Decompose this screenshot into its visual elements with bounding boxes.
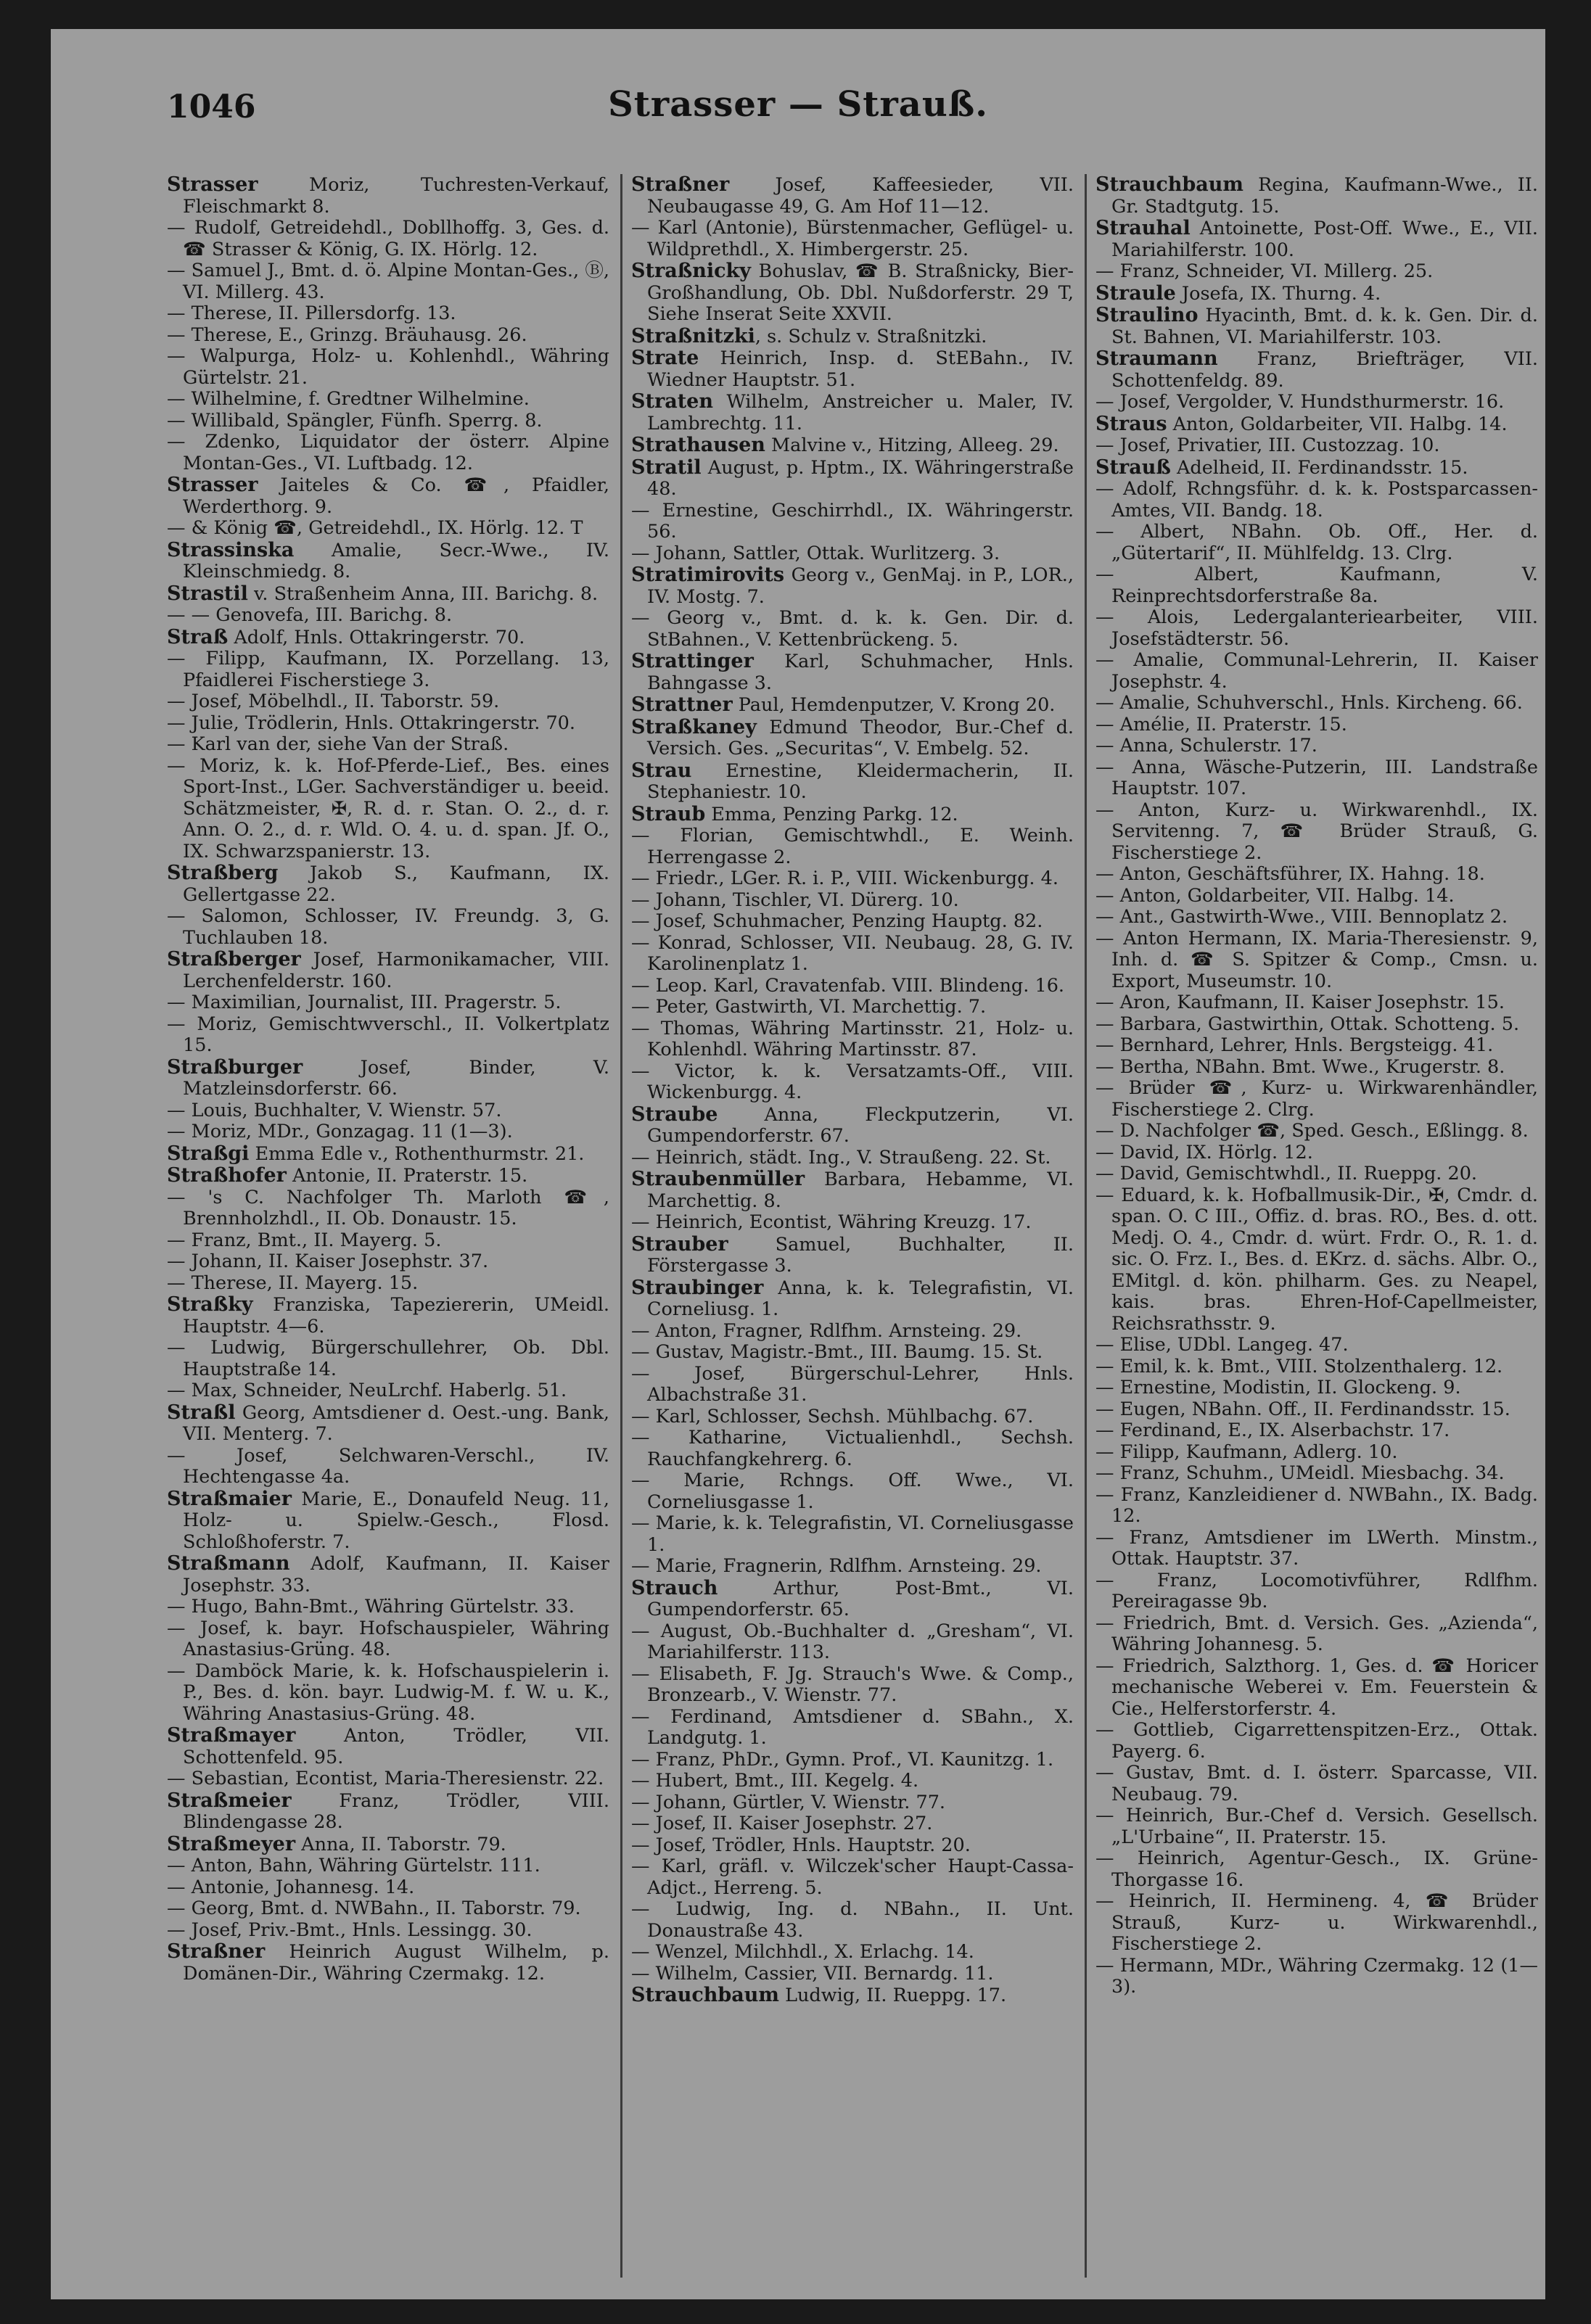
directory-entry: — Amalie, Communal-Lehrerin, II. Kaiser Josephstr. 4.	[1095, 649, 1538, 693]
directory-entry: Straßmayer Anton, Trödler, VII. Schottenfeld. 95.	[167, 1724, 609, 1768]
directory-entry: — Karl (Antonie), Bürstenmacher, Geflügel- u. Wildprethdl., X. Himbergerstr. 25.	[631, 217, 1074, 260]
directory-entry: — Karl, gräfl. v. Wilczek'scher Haupt-Cassa-Adjct., Herreng. 5.	[631, 1855, 1074, 1899]
directory-entry: — Marie, Fragnerin, Rdlfhm. Arnsteing. 29.	[631, 1555, 1042, 1577]
directory-entry: Straßberg Jakob S., Kaufmann, IX. Gellertgasse 22.	[167, 862, 609, 906]
directory-entry: Straub Emma, Penzing Parkg. 12.	[631, 802, 958, 825]
directory-entry: — Anton, Fragner, Rdlfhm. Arnsteing. 29.	[631, 1319, 1022, 1342]
directory-entry: — Maximilian, Journalist, III. Pragerstr. 5.	[167, 992, 562, 1013]
directory-entry: — Friedrich, Salzthorg. 1, Ges. d. ☎ Horicer mechanische Weberei v. Em. Feuerstein & Cie., Helferstorferstr. 4.	[1095, 1655, 1538, 1720]
directory-entry: — D. Nachfolger ☎, Sped. Gesch., Eßlingg. 8.	[1095, 1120, 1529, 1142]
directory-entry: — Franz, PhDr., Gymn. Prof., VI. Kaunitzg. 1.	[631, 1748, 1054, 1771]
directory-entry: Straubenmüller Barbara, Hebamme, VI. Marchettig. 8.	[631, 1168, 1074, 1212]
directory-entry: — & König ☎, Getreidehdl., IX. Hörlg. 12. T	[167, 517, 583, 539]
directory-entry: — Josef, Selchwaren-Verschl., IV. Hechtengasse 4a.	[167, 1444, 609, 1488]
directory-entry: — Barbara, Gastwirthin, Ottak. Schotteng. 5.	[1095, 1013, 1520, 1035]
directory-entry: — Wilhelmine, f. Gredtner Wilhelmine.	[167, 388, 530, 410]
directory-entry: — Karl van der, siehe Van der Straß.	[167, 733, 509, 755]
directory-entry: Straten Wilhelm, Anstreicher u. Maler, IV. Lambrechtg. 11.	[631, 390, 1074, 434]
directory-entry: — Aron, Kaufmann, II. Kaiser Josephstr. 15.	[1095, 992, 1505, 1013]
directory-entry: — Alois, Ledergalanteriearbeiter, VIII. Josefstädterstr. 56.	[1095, 606, 1538, 650]
directory-entry: — Hubert, Bmt., III. Kegelg. 4.	[631, 1770, 919, 1792]
directory-entry: Straßmaier Marie, E., Donaufeld Neug. 11, Holz- u. Spielw.-Gesch., Flosd. Schloßhoferstr. 7.	[167, 1487, 609, 1553]
directory-entry: Straßner Josef, Kaffeesieder, VII. Neubaugasse 49, G. Am Hof 11—12.	[631, 174, 1074, 218]
directory-entry: — Bernhard, Lehrer, Hnls. Bergsteigg. 41.	[1095, 1034, 1494, 1056]
directory-entry: — Ernestine, Geschirrhdl., IX. Währingerstr. 56.	[631, 499, 1074, 543]
directory-entry: Strauhal Antoinette, Post-Off. Wwe., E., VII. Mariahilferstr. 100.	[1095, 217, 1538, 261]
directory-entry: Strauchbaum Regina, Kaufmann-Wwe., II. Gr. Stadtgutg. 15.	[1095, 174, 1538, 218]
directory-entry: — Wilhelm, Cassier, VII. Bernardg. 11.	[631, 1962, 994, 1985]
directory-entry: — Therese, E., Grinzg. Bräuhausg. 26.	[167, 324, 527, 346]
directory-entry: Straßhofer Antonie, II. Praterstr. 15.	[167, 1164, 528, 1187]
directory-entry: — Rudolf, Getreidehdl., Dobllhoffg. 3, Ges. d. ☎ Strasser & König, G. IX. Hörlg. 12.	[167, 217, 609, 260]
directory-entry: — Bertha, NBahn. Bmt. Wwe., Krugerstr. 8.	[1095, 1055, 1505, 1078]
directory-entry: — Josef, Priv.-Bmt., Hnls. Lessingg. 30.	[167, 1919, 533, 1941]
directory-entry: Straßl Georg, Amtsdiener d. Oest.-ung. Bank, VII. Menterg. 7.	[167, 1401, 609, 1445]
directory-entry: — Friedrich, Bmt. d. Versich. Ges. „Azienda“, Währing Johannesg. 5.	[1095, 1612, 1538, 1655]
directory-entry: — August, Ob.-Buchhalter d. „Gresham“, VI. Mariahilferstr. 113.	[631, 1620, 1074, 1663]
directory-entry: — Friedr., LGer. R. i. P., VIII. Wickenburgg. 4.	[631, 868, 1058, 889]
running-title: Strasser — Strauß.	[608, 84, 988, 125]
directory-entry: Straßburger Josef, Binder, V. Matzleinsdorferstr. 66.	[167, 1055, 609, 1100]
directory-entry: — Filipp, Kaufmann, Adlerg. 10.	[1095, 1441, 1398, 1463]
directory-entry: Straßnicky Bohuslav, ☎ B. Straßnicky, Bier-Großhandlung, Ob. Dbl. Nußdorferstr. 29 T, Siehe Inserat Seite XXVII.	[631, 260, 1074, 325]
directory-entry: — Franz, Locomotivführer, Rdlfhm. Pereiragasse 9b.	[1095, 1569, 1538, 1612]
directory-entry: Strasser Moriz, Tuchresten-Verkauf, Fleischmarkt 8.	[167, 174, 609, 218]
directory-entry: — Moriz, Gemischtwverschl., II. Volkertplatz 15.	[167, 1013, 609, 1056]
directory-entry: Straube Anna, Fleckputzerin, VI. Gumpendorferstr. 67.	[631, 1103, 1074, 1147]
directory-entry: — Gustav, Magistr.-Bmt., III. Baumg. 15. St.	[631, 1341, 1043, 1363]
directory-entry: — Victor, k. k. Versatzamts-Off., VIII. Wickenburgg. 4.	[631, 1060, 1074, 1103]
directory-column-2	[631, 174, 1074, 2292]
directory-entry: Strauber Samuel, Buchhalter, II. Förstergasse 3.	[631, 1232, 1074, 1277]
directory-entry: Straule Josefa, IX. Thurng. 4.	[1095, 281, 1381, 305]
directory-column-3	[1095, 174, 1538, 2292]
directory-entry: — Heinrich, Agentur-Gesch., IX. Grüne-Thorgasse 16.	[1095, 1847, 1538, 1891]
directory-entry: — Antonie, Johannesg. 14.	[167, 1876, 415, 1898]
directory-entry: Straßkaney Edmund Theodor, Bur.-Chef d. Versich. Ges. „Securitas“, V. Embelg. 52.	[631, 715, 1074, 759]
directory-entry: — Sebastian, Econtist, Maria-Theresienstr. 22.	[167, 1768, 604, 1789]
directory-entry: Straßmann Adolf, Kaufmann, II. Kaiser Josephstr. 33.	[167, 1552, 609, 1596]
directory-entry: — Brüder ☎, Kurz- u. Wirkwarenhändler, Fischerstiege 2. Clrg.	[1095, 1077, 1538, 1121]
directory-entry: — Josef, Möbelhdl., II. Taborstr. 59.	[167, 691, 500, 712]
directory-entry: — Josef, k. bayr. Hofschauspieler, Währing Anastasius-Grüng. 48.	[167, 1617, 609, 1660]
directory-entry: — David, IX. Hörlg. 12.	[1095, 1141, 1313, 1163]
directory-entry: — Ludwig, Ing. d. NBahn., II. Unt. Donaustraße 43.	[631, 1898, 1074, 1942]
directory-entry: — Josef, Vergolder, V. Hundsthurmerstr. 16.	[1095, 391, 1505, 413]
directory-entry: Straßky Franziska, Tapeziererin, UMeidl. Hauptstr. 4—6.	[167, 1293, 609, 1338]
directory-entry: — Josef, Trödler, Hnls. Hauptstr. 20.	[631, 1834, 971, 1856]
directory-entry: — Marie, k. k. Telegrafistin, VI. Corneliusgasse 1.	[631, 1512, 1074, 1556]
directory-entry: — Franz, Kanzleidiener d. NWBahn., IX. Badg. 12.	[1095, 1483, 1538, 1527]
directory-entry: Straus Anton, Goldarbeiter, VII. Halbg. 14.	[1095, 412, 1508, 435]
directory-entry: — Therese, II. Mayerg. 15.	[167, 1272, 419, 1294]
directory-entry: Straulino Hyacinth, Bmt. d. k. k. Gen. Dir. d. St. Bahnen, VI. Mariahilferstr. 103.	[1095, 304, 1538, 348]
directory-entry: — Franz, Schuhm., UMeidl. Miesbachg. 34.	[1095, 1462, 1505, 1484]
directory-entry: — Samuel J., Bmt. d. ö. Alpine Montan-Ges., Ⓑ, VI. Millerg. 43.	[167, 260, 609, 303]
directory-entry: — Albert, Kaufmann, V. Reinprechtsdorferstraße 8a.	[1095, 564, 1538, 607]
directory-entry: — Elisabeth, F. Jg. Strauch's Wwe. & Comp., Bronzearb., V. Wienstr. 77.	[631, 1662, 1074, 1706]
directory-entry: — Josef, Schuhmacher, Penzing Hauptg. 82.	[631, 910, 1043, 932]
directory-entry: — Moriz, MDr., Gonzagag. 11 (1—3).	[167, 1121, 513, 1142]
directory-entry: — Franz, Bmt., II. Mayerg. 5.	[167, 1229, 442, 1251]
directory-entry: — Emil, k. k. Bmt., VIII. Stolzenthalerg. 12.	[1095, 1355, 1503, 1377]
directory-entry: — Florian, Gemischtwhdl., E. Weinh. Herrengasse 2.	[631, 825, 1074, 868]
directory-entry: — Anna, Schulerstr. 17.	[1095, 735, 1317, 757]
directory-entry: — Johann, Tischler, VI. Dürerg. 10.	[631, 889, 959, 911]
directory-entry: — Anton, Goldarbeiter, VII. Halbg. 14.	[1095, 884, 1455, 907]
directory-entry: — Josef, Bürgerschul-Lehrer, Hnls. Albachstraße 31.	[631, 1362, 1074, 1406]
directory-entry: — Josef, II. Kaiser Josephstr. 27.	[631, 1813, 933, 1834]
column-divider	[620, 174, 622, 2278]
page-number: 1046	[167, 88, 256, 125]
directory-entry: Straßnitzki, s. Schulz v. Straßnitzki.	[631, 324, 987, 347]
directory-entry: Strauchbaum Ludwig, II. Rueppg. 17.	[631, 1984, 1007, 2006]
directory-entry: — Willibald, Spängler, Fünfh. Sperrg. 8.	[167, 409, 543, 432]
page-header	[51, 29, 1545, 138]
directory-entry: Strattinger Karl, Schuhmacher, Hnls. Bahngasse 3.	[631, 650, 1074, 694]
directory-entry: Stratimirovits Georg v., GenMaj. in P., LOR., IV. Mostg. 7.	[631, 564, 1074, 608]
directory-entry: Strauß Adelheid, II. Ferdinandsstr. 15.	[1095, 456, 1468, 479]
directory-entry: — Heinrich, städt. Ing., V. Straußeng. 22. St.	[631, 1146, 1051, 1169]
directory-entry: — Anton, Geschäftsführer, IX. Hahng. 18.	[1095, 863, 1485, 885]
directory-entry: — Anton, Bahn, Währing Gürtelstr. 111.	[167, 1855, 540, 1876]
column-divider	[1085, 174, 1087, 2278]
directory-entry: Straßberger Josef, Harmonikamacher, VIII. Lerchenfelderstr. 160.	[167, 948, 609, 992]
directory-entry: — Karl, Schlosser, Sechsh. Mühlbachg. 67.	[631, 1405, 1034, 1427]
directory-entry: — Franz, Amtsdiener im LWerth. Minstm., Ottak. Hauptstr. 37.	[1095, 1526, 1538, 1570]
directory-entry: — Thomas, Währing Martinsstr. 21, Holz- u. Kohlenhdl. Währing Martinsstr. 87.	[631, 1017, 1074, 1060]
directory-entry: — Konrad, Schlosser, VII. Neubaug. 28, G. IV. Karolinenplatz 1.	[631, 931, 1074, 975]
directory-entry: Straubinger Anna, k. k. Telegrafistin, VI. Corneliusg. 1.	[631, 1276, 1074, 1320]
directory-entry: — Therese, II. Pillersdorfg. 13.	[167, 302, 456, 324]
directory-entry: — Eugen, NBahn. Off., II. Ferdinandsstr. 15.	[1095, 1398, 1510, 1420]
directory-entry: — Ernestine, Modistin, II. Glockeng. 9.	[1095, 1377, 1461, 1398]
directory-entry: — David, Gemischtwhdl., II. Rueppg. 20.	[1095, 1163, 1478, 1184]
directory-entry: Stratil August, p. Hptm., IX. Währingerstraße 48.	[631, 456, 1074, 500]
directory-column-1	[167, 174, 609, 2292]
directory-entry: — Walpurga, Holz- u. Kohlenhdl., Währing Gürtelstr. 21.	[167, 345, 609, 389]
directory-entry: — Heinrich, Bur.-Chef d. Versich. Gesellsch. „L'Urbaine“, II. Praterstr. 15.	[1095, 1805, 1538, 1848]
directory-entry: — Ant., Gastwirth-Wwe., VIII. Bennoplatz 2.	[1095, 906, 1508, 928]
directory-entry: — Heinrich, Econtist, Währing Kreuzg. 17.	[631, 1211, 1032, 1233]
directory-entry: — Moriz, k. k. Hof-Pferde-Lief., Bes. eines Sport-Inst., LGer. Sachverständiger u. beeid. Schätzmeister, ✠, R. d. r. Stan. O. 2., d. r. Ann. O. 2., d. r. Wld. O. 4. u. d. span. Jf. O., IX. Schwarzspanierstr. 13.	[167, 754, 609, 862]
directory-entry: — Franz, Schneider, VI. Millerg. 25.	[1095, 260, 1434, 282]
directory-entry: — Johann, II. Kaiser Josephstr. 37.	[167, 1250, 489, 1272]
directory-entry: Strauch Arthur, Post-Bmt., VI. Gumpendorferstr. 65.	[631, 1576, 1074, 1620]
directory-entry: — Katharine, Victualienhdl., Sechsh. Rauchfangkehrerg. 6.	[631, 1427, 1074, 1470]
directory-entry: Straßmeyer Anna, II. Taborstr. 79.	[167, 1832, 506, 1855]
directory-entry: Strattner Paul, Hemdenputzer, V. Krong 20.	[631, 693, 1056, 716]
directory-entry: — Josef, Privatier, III. Custozzag. 10.	[1095, 434, 1440, 456]
directory-entry: — Marie, Rchngs. Off. Wwe., VI. Corneliusgasse 1.	[631, 1470, 1074, 1513]
directory-entry: Strate Heinrich, Insp. d. StEBahn., IV. Wiedner Hauptstr. 51.	[631, 347, 1074, 391]
directory-page	[51, 29, 1545, 2299]
directory-entry: — Amélie, II. Praterstr. 15.	[1095, 713, 1347, 735]
directory-entry: — Filipp, Kaufmann, IX. Porzellang. 13, Pfaidlerei Fischerstiege 3.	[167, 648, 609, 691]
directory-entry: — Zdenko, Liquidator der österr. Alpine Montan-Ges., VI. Luftbadg. 12.	[167, 431, 609, 474]
directory-entry: Strassinska Amalie, Secr.-Wwe., IV. Kleinschmiedg. 8.	[167, 538, 609, 582]
directory-entry: Strau Ernestine, Kleidermacherin, II. Stephaniestr. 10.	[631, 759, 1074, 803]
directory-entry: — Johann, Sattler, Ottak. Wurlitzerg. 3.	[631, 542, 1000, 564]
directory-entry: — Hugo, Bahn-Bmt., Währing Gürtelstr. 33.	[167, 1596, 575, 1618]
directory-entry: — — Genovefa, III. Barichg. 8.	[167, 604, 453, 626]
directory-entry: — Georg v., Bmt. d. k. k. Gen. Dir. d. StBahnen., V. Kettenbrückeng. 5.	[631, 607, 1074, 651]
directory-entry: — Ludwig, Bürgerschullehrer, Ob. Dbl. Hauptstraße 14.	[167, 1337, 609, 1380]
directory-entry: — Hermann, MDr., Währing Czermakg. 12 (1—3).	[1095, 1954, 1538, 1998]
directory-entry: — Eduard, k. k. Hofballmusik-Dir., ✠, Cmdr. d. span. O. C III., Offiz. d. bras. RO., Bes. d. ott. Medj. O. 4., Cmdr. d. würt. Frdr. O., R. 1. d. sic. O. Frz. I., Bes. d. EKrz. d. sächs. Albr. O., EMitgl. d. kön. philharm. Ges. zu Neapel, kais. bras. Ehren-Hof-Capellmeister, Reichsrathsstr. 9.	[1095, 1184, 1538, 1335]
directory-entry: — Leop. Karl, Cravatenfab. VIII. Blindeng. 16.	[631, 974, 1065, 997]
directory-entry: — Ferdinand, Amtsdiener d. SBahn., X. Landgutg. 1.	[631, 1705, 1074, 1749]
directory-entry: Strasser Jaiteles & Co. ☎, Pfaidler, Werderthorg. 9.	[167, 474, 609, 518]
directory-entry: Straßgi Emma Edle v., Rothenthurmstr. 21.	[167, 1142, 585, 1165]
directory-entry: Strathausen Malvine v., Hitzing, Alleeg. 29.	[631, 434, 1059, 456]
directory-entry: — Anton Hermann, IX. Maria-Theresienstr. 9, Inh. d. ☎ S. Spitzer & Comp., Cmsn. u. Export, Museumstr. 10.	[1095, 927, 1538, 992]
directory-entry: Straumann Franz, Briefträger, VII. Schottenfeldg. 89.	[1095, 347, 1538, 392]
directory-entry: — Gottlieb, Cigarrettenspitzen-Erz., Ottak. Payerg. 6.	[1095, 1719, 1538, 1763]
directory-entry: — Julie, Trödlerin, Hnls. Ottakringerstr. 70.	[167, 712, 575, 734]
directory-entry: — Peter, Gastwirth, VI. Marchettig. 7.	[631, 996, 987, 1018]
directory-entry: — Ferdinand, E., IX. Alserbachstr. 17.	[1095, 1419, 1450, 1441]
directory-entry: Straß Adolf, Hnls. Ottakringerstr. 70.	[167, 625, 525, 648]
directory-entry: — 's C. Nachfolger Th. Marloth ☎, Brennholzhdl., II. Ob. Donaustr. 15.	[167, 1186, 609, 1229]
directory-entry: — Anton, Kurz- u. Wirkwarenhdl., IX. Servitenng. 7, ☎ Brüder Strauß, G. Fischerstiege 2.	[1095, 799, 1538, 864]
directory-entry: — Wenzel, Milchhdl., X. Erlachg. 14.	[631, 1941, 974, 1963]
directory-entry: — Albert, NBahn. Ob. Off., Her. d. „Gütertarif“, II. Mühlfeldg. 13. Clrg.	[1095, 521, 1538, 564]
directory-entry: — Amalie, Schuhverschl., Hnls. Kircheng. 66.	[1095, 692, 1523, 714]
directory-entry: Straßner Heinrich August Wilhelm, p. Domänen-Dir., Währing Czermakg. 12.	[167, 1940, 609, 1985]
directory-entry: — Georg, Bmt. d. NWBahn., II. Taborstr. 79.	[167, 1897, 581, 1919]
directory-entry: — Damböck Marie, k. k. Hofschauspielerin i. P., Bes. d. kön. bayr. Ludwig-M. f. W. u. K., Währing Anastasius-Grüng. 48.	[167, 1660, 609, 1725]
directory-entry: — Anna, Wäsche-Putzerin, III. Landstraße Hauptstr. 107.	[1095, 756, 1538, 799]
directory-entry: — Elise, UDbl. Langeg. 47.	[1095, 1334, 1349, 1356]
directory-entry: Strastil v. Straßenheim Anna, III. Barichg. 8.	[167, 582, 599, 605]
directory-entry: — Johann, Gürtler, V. Wienstr. 77.	[631, 1791, 946, 1813]
directory-entry: — Louis, Buchhalter, V. Wienstr. 57.	[167, 1099, 502, 1121]
directory-entry: — Salomon, Schlosser, IV. Freundg. 3, G. Tuchlauben 18.	[167, 905, 609, 949]
directory-entry: — Max, Schneider, NeuLrchf. Haberlg. 51.	[167, 1380, 567, 1401]
directory-entry: — Gustav, Bmt. d. I. österr. Sparcasse, VII. Neubaug. 79.	[1095, 1762, 1538, 1805]
directory-entry: — Heinrich, II. Hermineng. 4, ☎ Brüder Strauß, Kurz- u. Wirkwarenhdl., Fischerstiege 2.	[1095, 1890, 1538, 1955]
directory-entry: — Adolf, Rchngsführ. d. k. k. Postsparcassen-Amtes, VII. Bandg. 18.	[1095, 478, 1538, 522]
directory-entry: Straßmeier Franz, Trödler, VIII. Blindengasse 28.	[167, 1789, 609, 1833]
